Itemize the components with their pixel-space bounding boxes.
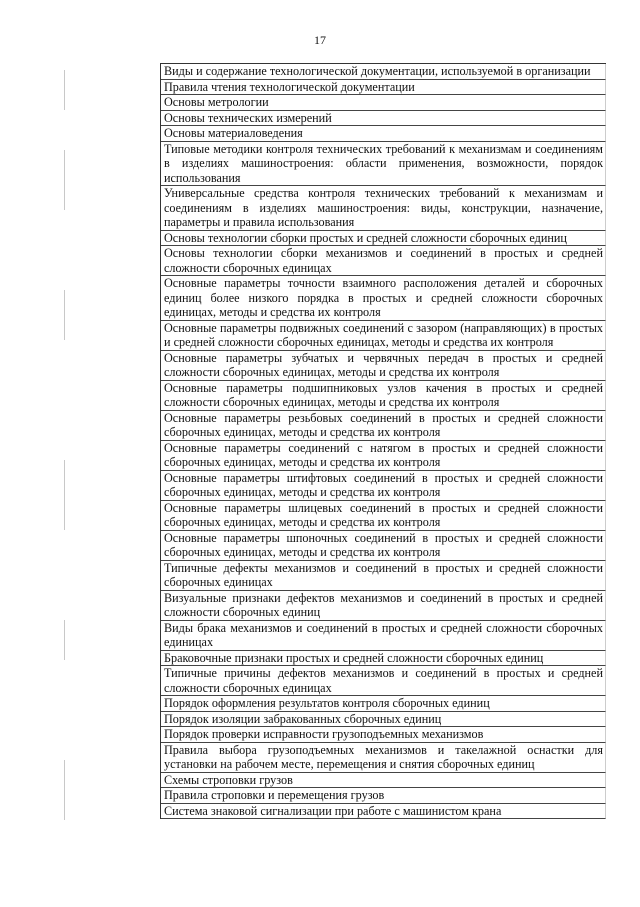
table-row: Правила чтения технологической документации [161, 80, 606, 96]
table-row: Основы технологии сборки простых и средней сложности сборочных единиц [161, 231, 606, 247]
table-row: Основные параметры резьбовых соединений в простых и средней сложности сборочных единицах, методы и средства их контроля [161, 411, 606, 441]
table-row: Основные параметры штифтовых соединений в простых и средней сложности сборочных единицах, методы и средства их контроля [161, 471, 606, 501]
table-row: Основные параметры шлицевых соединений в простых и средней сложности сборочных единицах, методы и средства их контроля [161, 501, 606, 531]
table-row: Основы технических измерений [161, 111, 606, 127]
page-number: 17 [314, 33, 326, 47]
table-row: Основные параметры шпоночных соединений в простых и средней сложности сборочных единицах, методы и средства их контроля [161, 531, 606, 561]
table-row: Правила строповки и перемещения грузов [161, 788, 606, 804]
table-row: Визуальные признаки дефектов механизмов и соединений в простых и средней сложности сборочных единиц [161, 591, 606, 621]
table-row: Порядок изоляции забракованных сборочных единиц [161, 712, 606, 728]
table-row: Основные параметры подшипниковых узлов качения в простых и средней сложности сборочных единицах, методы и средства их контроля [161, 381, 606, 411]
table-row: Виды и содержание технологической документации, используемой в организации [161, 64, 606, 80]
table-row: Порядок проверки исправности грузоподъемных механизмов [161, 727, 606, 743]
table-row: Правила выбора грузоподъемных механизмов и такелажной оснастки для установки на рабочем месте, перемещения и снятия сборочных единиц [161, 743, 606, 773]
table-row: Универсальные средства контроля технических требований к механизмам и соединениям в изделиях машиностроения: виды, конструкции, назначение, параметры и правила использования [161, 186, 606, 231]
table-row: Типичные причины дефектов механизмов и соединений в простых и средней сложности сборочных единицах [161, 666, 606, 696]
table-row: Схемы строповки грузов [161, 773, 606, 789]
table-row: Основные параметры зубчатых и червячных передач в простых и средней сложности сборочных единицах, методы и средства их контроля [161, 351, 606, 381]
table-row: Основы метрологии [161, 95, 606, 111]
table-row: Виды брака механизмов и соединений в простых и средней сложности сборочных единицах [161, 621, 606, 651]
table-row: Браковочные признаки простых и средней сложности сборочных единиц [161, 651, 606, 667]
table-row: Система знаковой сигнализации при работе с машинистом крана [161, 804, 606, 820]
knowledge-requirements-table [160, 63, 606, 819]
table-row: Основы материаловедения [161, 126, 606, 142]
table-row: Основные параметры точности взаимного расположения деталей и сборочных единиц более низкого порядка в простых и средней сложности сборочных единицах, методы и средства их контроля [161, 276, 606, 321]
table-row: Основные параметры соединений с натягом в простых и средней сложности сборочных единицах, методы и средства их контроля [161, 441, 606, 471]
table-row: Типичные дефекты механизмов и соединений в простых и средней сложности сборочных единицах [161, 561, 606, 591]
table-row: Основы технологии сборки механизмов и соединений в простых и средней сложности сборочных единицах [161, 246, 606, 276]
table-row: Основные параметры подвижных соединений с зазором (направляющих) в простых и средней сложности сборочных единицах, методы и средства их контроля [161, 321, 606, 351]
table-row: Типовые методики контроля технических требований к механизмам и соединениям в изделиях машиностроения: области применения, возможности, порядок использования [161, 142, 606, 187]
table-row: Порядок оформления результатов контроля сборочных единиц [161, 696, 606, 712]
